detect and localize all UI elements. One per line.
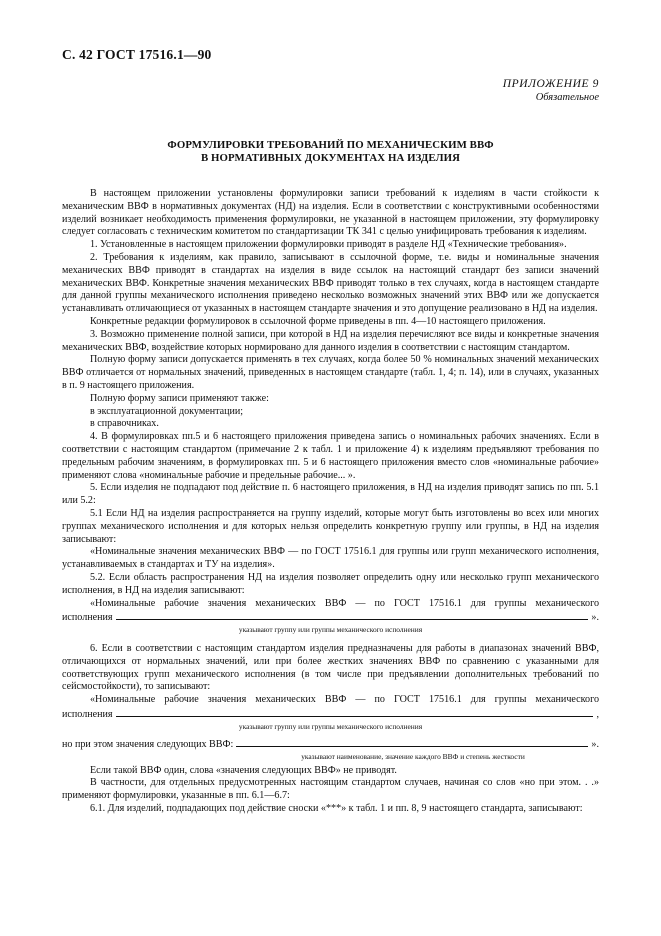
blank-end: ».: [591, 612, 599, 624]
document-title: [62, 139, 599, 165]
fill-in-blank-line: [116, 707, 594, 717]
list-item-operational-docs: в эксплуатационной документации;: [90, 405, 244, 417]
paragraph-2b: Конкретные редакции формулировок в ссылочной форме приведены в пп. 4—10 настоящего приложения.: [90, 315, 546, 327]
title-line-2: В НОРМАТИВНЫХ ДОКУМЕНТАХ НА ИЗДЕЛИЯ: [200, 152, 461, 164]
paragraph-5-1: 5.1 Если НД на изделия распространяется на группу изделий, которые могут быть изготовлены во всех или многих группах механического исполнения и для которых нельзя определить конкретную группу или группы, в НД на изделия записывают:: [62, 507, 599, 545]
paragraph-6b: Если такой ВВФ один, слова «значения следующих ВВФ» не приводят.: [90, 764, 397, 776]
paragraph-5-2: 5.2. Если область распространения НД на изделия позволяет определить одну или несколько групп механического исполнения, в НД на изделия записывают:: [62, 571, 599, 596]
paragraph-5-1-quote: «Номинальные значения механических ВВФ — по ГОСТ 17516.1 для группы или групп механического исполнения, устанавливаемых в стандартах и ТУ на изделия».: [62, 546, 599, 571]
blank-caption-group: указывают группу или группы механического исполнения: [238, 625, 423, 635]
paragraph-3b: Полную форму записи допускается применять в тех случаях, когда более 50 % номинальных значений механических ВВФ отличается от нормальных значений, приведенных в настоящем стандарте (табл. 1, 4; п. 14), или в случаях, указанных в п. 9 настоящего приложения.: [62, 354, 599, 391]
blank-caption-values: указывают наименование, значение каждого ВВФ и степень жесткости: [301, 751, 525, 761]
appendix-status: Обязательное: [535, 92, 599, 103]
paragraph-6c: В частности, для отдельных предусмотренных настоящим стандартом случаев, начиная со слов «но при этом. . .» применяют формулировки, указанные в пп. 6.1—6.7:: [62, 777, 599, 802]
blank-lead: но при этом значения следующих ВВФ:: [62, 738, 234, 750]
formula-5-2-blank-row: [62, 610, 599, 625]
paragraph-5: 5. Если изделия не подпадают под действие п. 6 настоящего приложения, в НД на изделия приводят запись по пп. 5.1 или 5.2:: [62, 482, 599, 507]
blank-lead: исполнения: [62, 709, 113, 721]
appendix-label: [503, 78, 599, 103]
paragraph-1: 1. Установленные в настоящем приложении формулировки приводят в разделе НД «Технические требования».: [90, 239, 567, 251]
blank-lead: исполнения: [62, 612, 113, 624]
paragraph-3: 3. Возможно применение полной записи, при которой в НД на изделия перечисляют все виды и конкретные значения механических ВВФ, воздействие которых нормировано для данного изделия в соответствии с настоящим стандартом.: [62, 328, 599, 353]
paragraph-6-1: 6.1. Для изделий, подпадающих под действие сноски «***» к табл. 1 и пп. 8, 9 настоящего стандарта, записывают:: [90, 803, 583, 815]
paragraph-3c: Полную форму записи применяют также:: [90, 392, 269, 404]
document-body: [62, 188, 599, 816]
blank-end: ,: [596, 709, 599, 721]
title-line-1: ФОРМУЛИРОВКИ ТРЕБОВАНИЙ ПО МЕХАНИЧЕСКИМ ВВФ: [167, 139, 494, 151]
paragraph-4: 4. В формулировках пп.5 и 6 настоящего приложения приведена запись о номинальных рабочих значениях. Если в соответствии с настоящим стандартом (примечание 2 к табл. 1 и приложение 4) к изделиям предъявляют требования по предельным рабочим значениям, в формулировках пп. 5 и 6 настоящего приложения вместо слов «номинальные рабочие» применяют слова «номинальные рабочие и предельные рабочие... ».: [62, 431, 599, 481]
blank-caption-group: указывают группу или группы механического исполнения: [238, 721, 423, 731]
page-header: С. 42 ГОСТ 17516.1—90: [62, 47, 212, 62]
blank-end: ».: [591, 738, 599, 750]
formula-6-blank-row: [62, 707, 599, 722]
formula-6-values-row: [62, 737, 599, 752]
paragraph-6: 6. Если в соответствии с настоящим стандартом изделия предназначены для работы в диапазонах значений ВВФ, отличающихся от нормальных значений, или при более жестких значениях ВВФ по сравнению с указанными для соответствующих групп механического исполнения (в том числе при предъявлении дополнительных требований по сейсмостойкости), то записывают:: [62, 643, 599, 693]
intro-paragraph: В настоящем приложении установлены формулировки записи требований к изделиям в части стойкости к механическим ВВФ в нормативных документах (НД) на изделия. Если в соответствии с конструктивными особенностями изделий возникает необходимость применения формулировки, не указанной в настоящем приложении, эту формулировку следует согласовать с техническим комитетом по стандартизации ТК 341 с целью унифицировать требования к изделиям.: [62, 188, 599, 238]
paragraph-2: 2. Требования к изделиям, как правило, записывают в ссылочной форме, т.е. виды и номинальные значения механических ВВФ приводят в стандартах на изделия в виде ссылок на настоящий стандарт без записи значений механических ВВФ. Конкретные значения механических ВВФ приводят только в тех случаях, когда в настоящем стандарте для данной группы механического исполнения приведено несколько возможных значений этих ВВФ или же допускается устанавливать отличающиеся от указанных в настоящем стандарте значения и это допущение реализовано в НД на изделия.: [62, 251, 599, 315]
appendix-number: ПРИЛОЖЕНИЕ 9: [502, 78, 599, 90]
formula-5-2-line1: «Номинальные рабочие значения механических ВВФ — по ГОСТ 17516.1 для группы механического: [90, 597, 599, 609]
list-item-handbooks: в справочниках.: [90, 418, 159, 430]
fill-in-blank-line: [116, 610, 589, 620]
formula-6-line1: «Номинальные рабочие значения механических ВВФ — по ГОСТ 17516.1 для группы механического: [90, 694, 599, 706]
fill-in-blank-line: [236, 737, 588, 747]
